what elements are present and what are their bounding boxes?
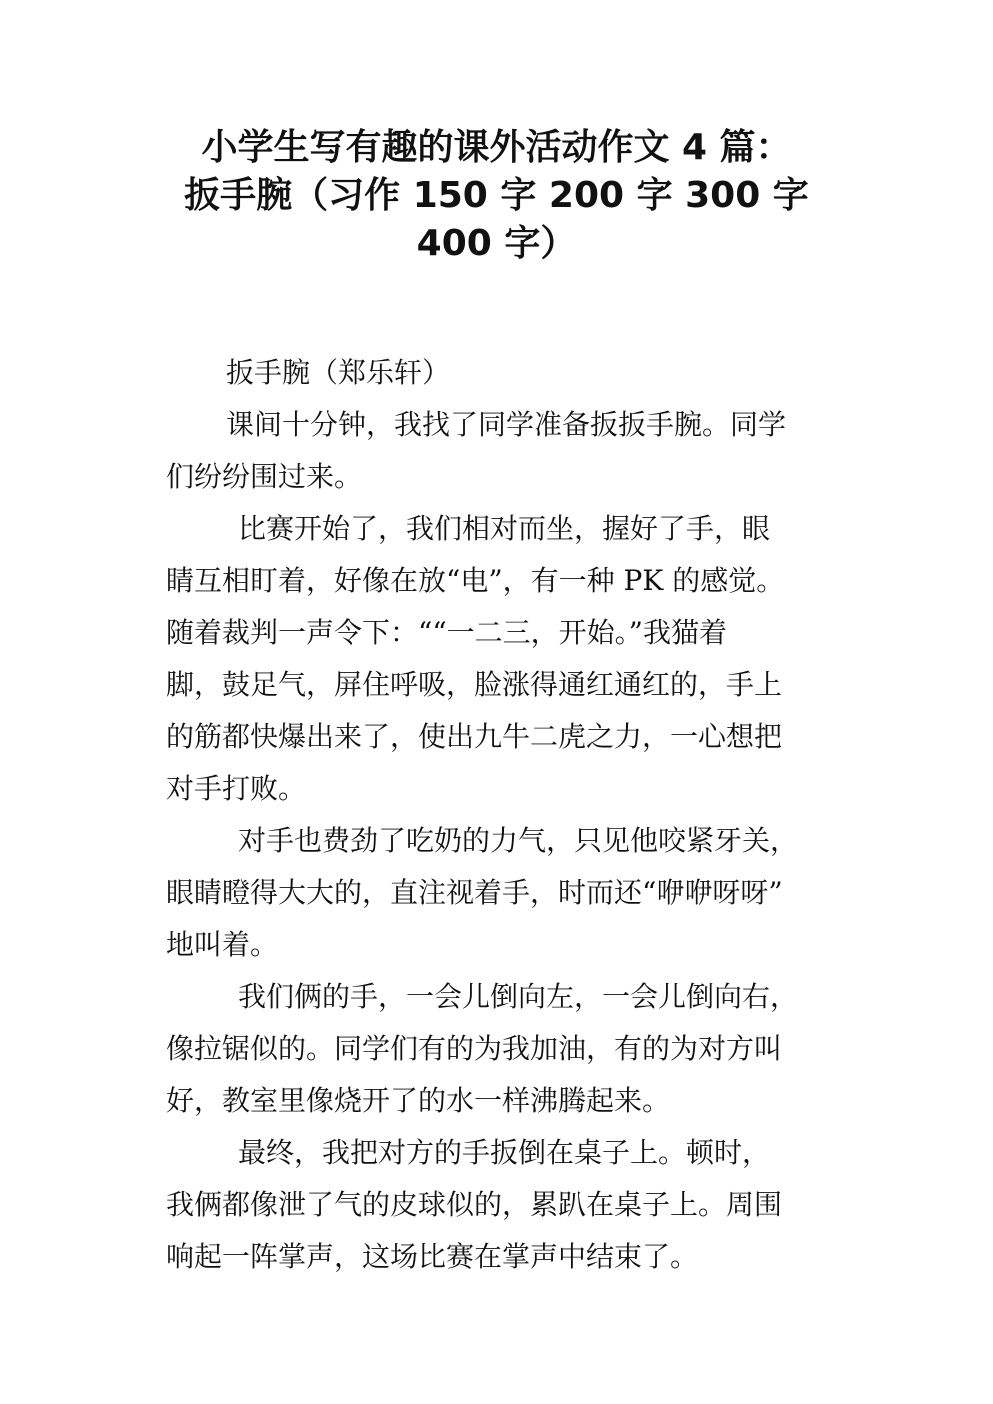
text-line: 我俩都像泄了气的皮球似的，累趴在桌子上。周围 (166, 1188, 783, 1221)
essay-subtitle: 扳手腕（郑乐轩） (226, 356, 451, 389)
text-line: 睛互相盯着，好像在放“电”，有一种 PK 的感觉。 (166, 564, 785, 597)
text-line: 响起一阵掌声，这场比赛在掌声中结束了。 (166, 1240, 699, 1273)
text-line: 眼睛瞪得大大的，直注视着手，时而还“咿咿呀呀” (166, 876, 783, 909)
text-line: 对手也费劲了吃奶的力气，只见他咬紧牙关， (238, 824, 799, 857)
text-line: 脚，鼓足气，屏住呼吸，脸涨得通红通红的，手上 (166, 668, 783, 701)
text-line: 好，教室里像烧开了的水一样沸腾起来。 (166, 1084, 671, 1117)
text-line: 们纷纷围过来。 (166, 460, 363, 493)
text-line: 最终，我把对方的手扳倒在桌子上。顿时， (238, 1136, 771, 1169)
text-line: 随着裁判一声令下：““一二三，开始。”我猫着 (166, 616, 727, 649)
text-line: 的筋都快爆出来了，使出九牛二虎之力，一心想把 (166, 720, 783, 753)
document-title (150, 124, 843, 268)
essay-body (166, 347, 831, 1283)
title-line: 400 字） (416, 223, 577, 264)
text-line: 对手打败。 (166, 772, 307, 805)
text-line: 我们俩的手，一会儿倒向左，一会儿倒向右， (238, 980, 799, 1013)
text-line: 像拉锯似的。同学们有的为我加油，有的为对方叫 (166, 1032, 783, 1065)
title-line: 扳手腕（习作 150 字 200 字 300 字 (184, 175, 809, 216)
text-line: 地叫着。 (166, 928, 279, 961)
text-line: 课间十分钟，我找了同学准备扳扳手腕。同学 (226, 408, 787, 441)
text-line: 比赛开始了，我们相对而坐，握好了手，眼 (238, 512, 771, 545)
title-line: 小学生写有趣的课外活动作文 4 篇： (201, 127, 792, 168)
